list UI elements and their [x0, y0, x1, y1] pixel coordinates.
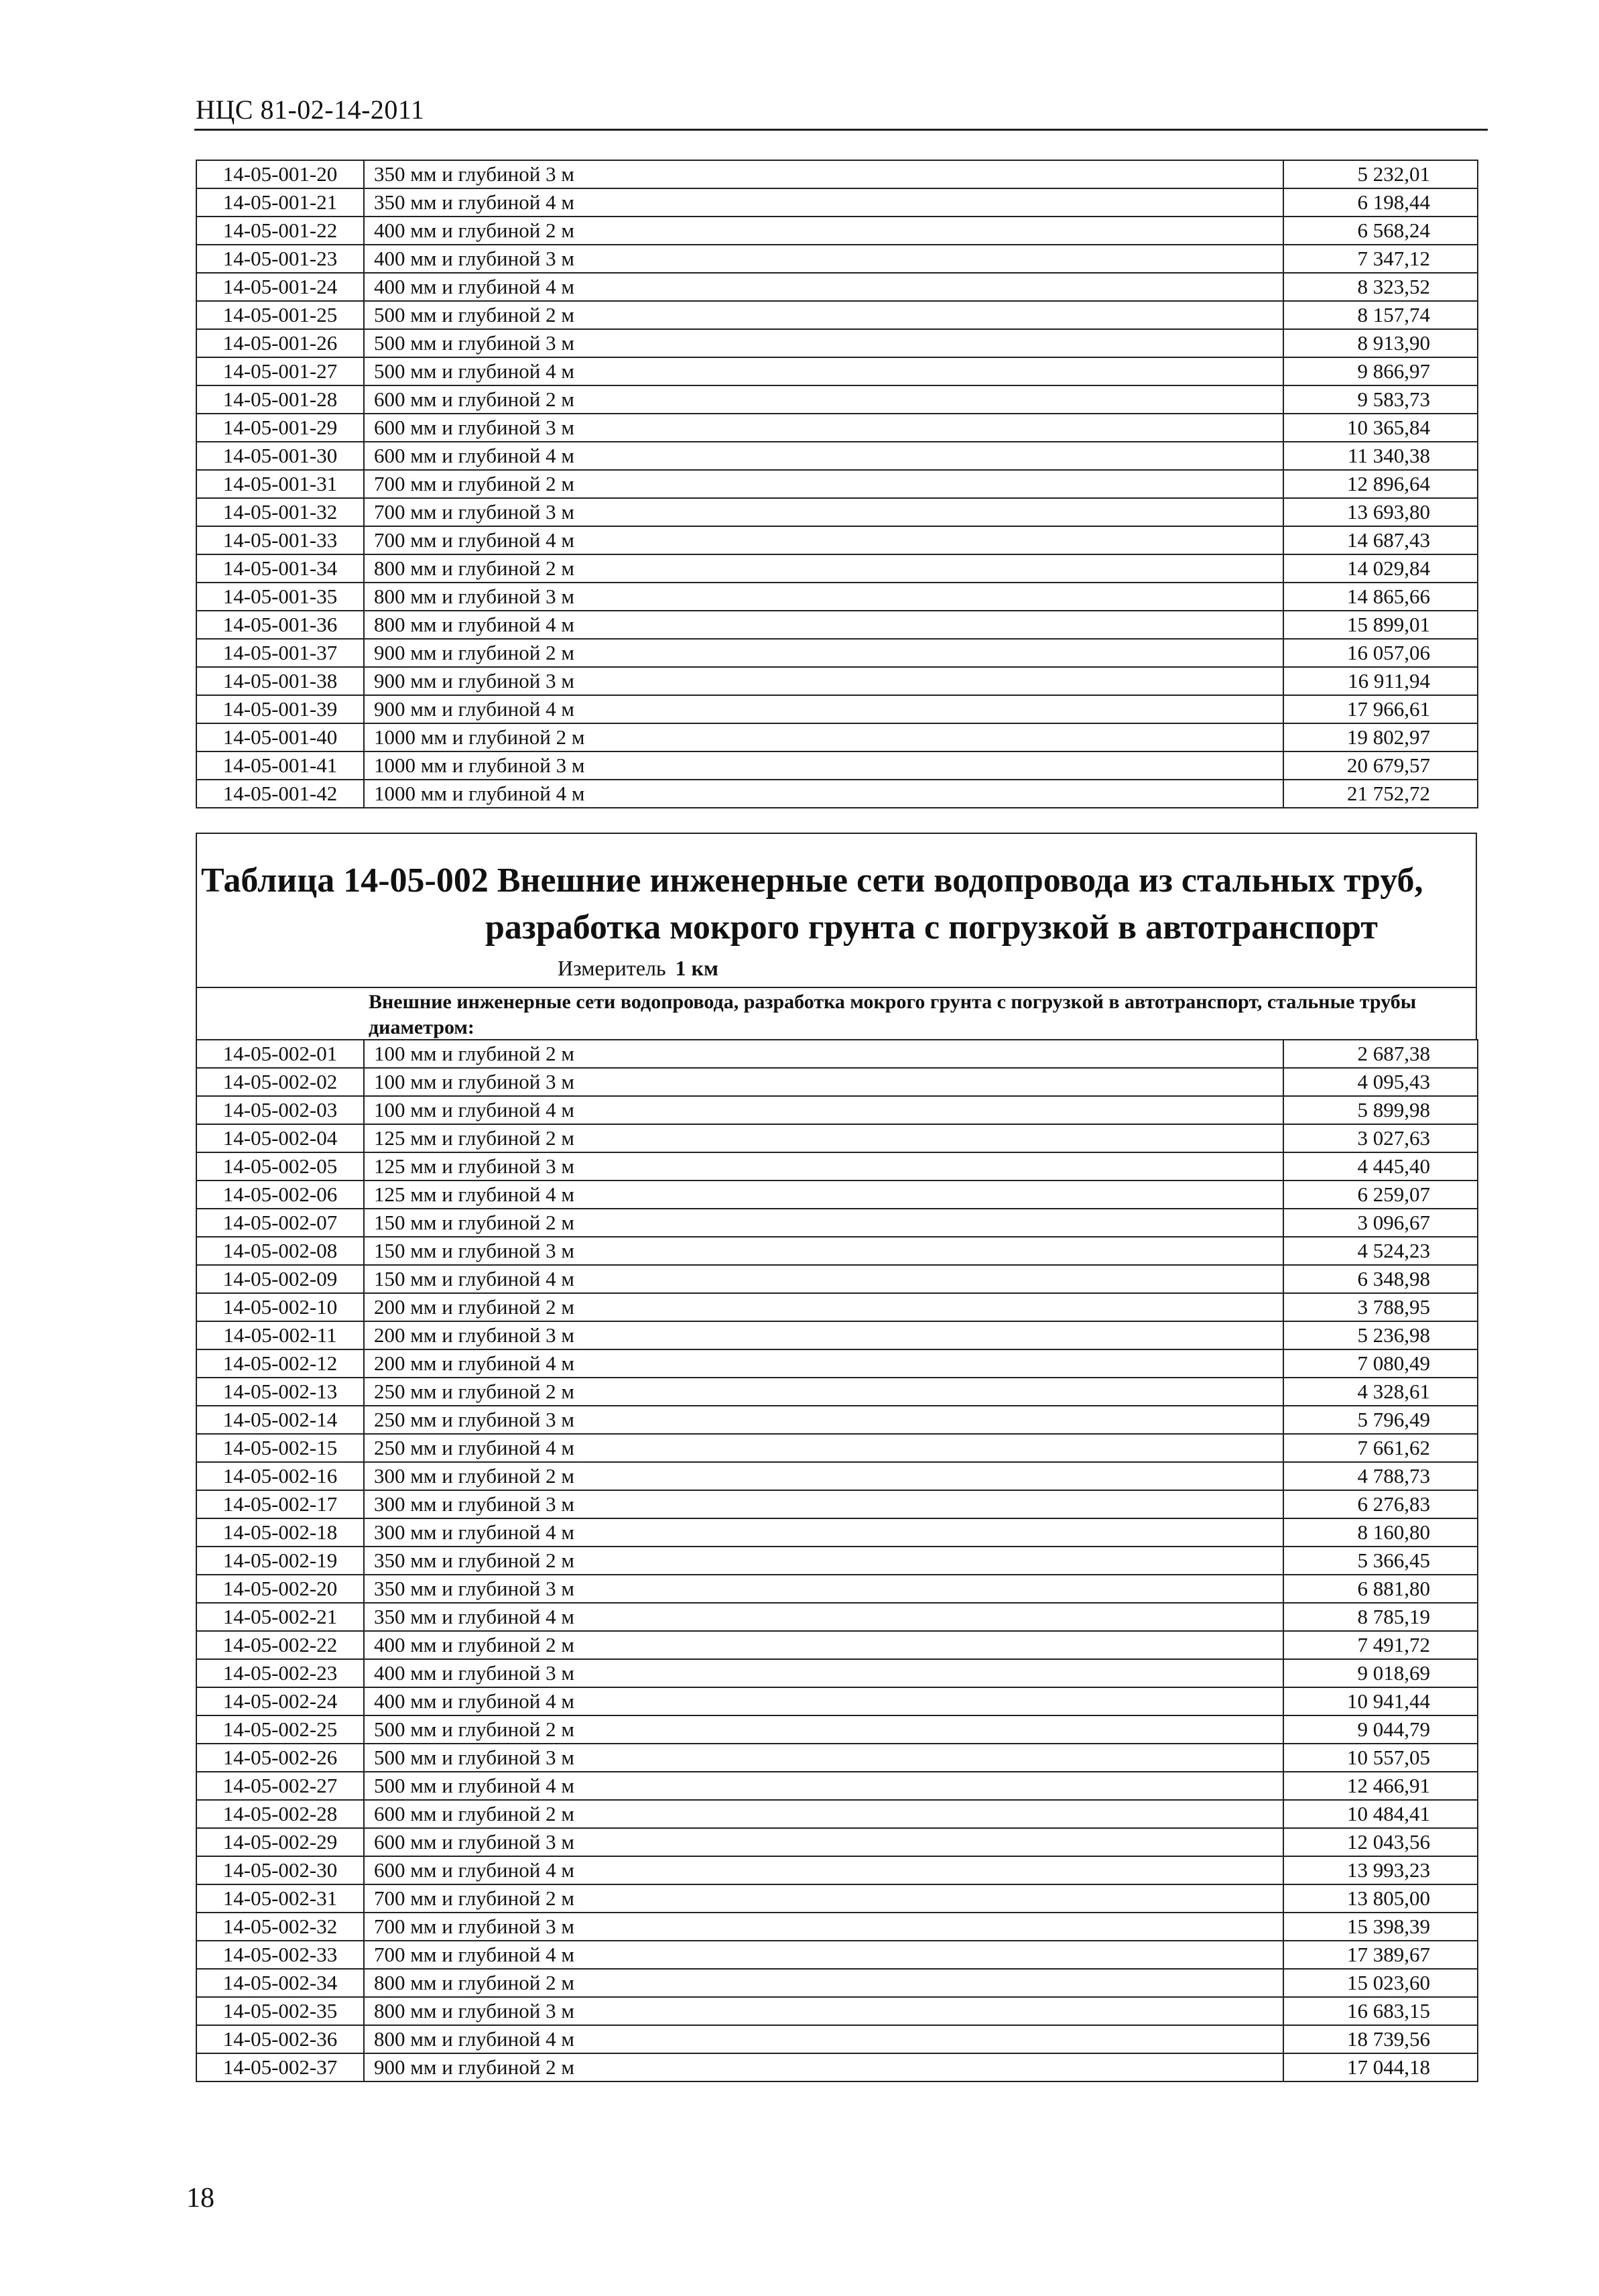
row-description: 125 мм и глубиной 2 м [364, 1124, 1283, 1152]
row-price: 5 899,98 [1283, 1096, 1478, 1124]
row-description: 700 мм и глубиной 2 м [364, 470, 1283, 498]
row-code: 14-05-002-05 [196, 1152, 364, 1181]
table-row [196, 751, 1478, 780]
row-description: 100 мм и глубиной 2 м [364, 1040, 1283, 1068]
row-code: 14-05-002-15 [196, 1434, 364, 1462]
row-description: 350 мм и глубиной 3 м [364, 1575, 1283, 1603]
table-row [196, 1941, 1478, 1969]
table-row [196, 2025, 1478, 2053]
price-table-14-05-001 [196, 160, 1478, 808]
row-price: 6 198,44 [1283, 188, 1478, 217]
row-code: 14-05-002-13 [196, 1378, 364, 1406]
table-row [196, 1631, 1478, 1659]
row-description: 700 мм и глубиной 4 м [364, 526, 1283, 554]
table-row [196, 1687, 1478, 1715]
row-description: 600 мм и глубиной 2 м [364, 1800, 1283, 1828]
table-row [196, 1490, 1478, 1518]
row-code: 14-05-002-02 [196, 1068, 364, 1096]
row-price: 13 805,00 [1283, 1884, 1478, 1913]
row-description: 350 мм и глубиной 2 м [364, 1547, 1283, 1575]
row-price: 19 802,97 [1283, 723, 1478, 751]
row-price: 6 568,24 [1283, 217, 1478, 245]
row-description: 1000 мм и глубиной 2 м [364, 723, 1283, 751]
row-description: 400 мм и глубиной 4 м [364, 1687, 1283, 1715]
group-description-row [196, 987, 1477, 1040]
row-description: 100 мм и глубиной 4 м [364, 1096, 1283, 1124]
row-code: 14-05-002-23 [196, 1659, 364, 1687]
row-code: 14-05-002-18 [196, 1518, 364, 1547]
row-description: 900 мм и глубиной 2 м [364, 2053, 1283, 2081]
row-description: 150 мм и глубиной 2 м [364, 1209, 1283, 1237]
row-description: 250 мм и глубиной 2 м [364, 1378, 1283, 1406]
table-row [196, 160, 1478, 188]
row-code: 14-05-002-19 [196, 1547, 364, 1575]
row-description: 600 мм и глубиной 4 м [364, 1856, 1283, 1884]
row-price: 9 583,73 [1283, 385, 1478, 414]
row-code: 14-05-001-29 [196, 414, 364, 442]
row-code: 14-05-002-17 [196, 1490, 364, 1518]
row-price: 18 739,56 [1283, 2025, 1478, 2053]
row-price: 8 157,74 [1283, 301, 1478, 329]
row-description: 600 мм и глубиной 4 м [364, 442, 1283, 470]
table-row [196, 611, 1478, 639]
row-code: 14-05-002-16 [196, 1462, 364, 1490]
table-row [196, 1209, 1478, 1237]
price-table-body [196, 160, 1478, 808]
row-description: 900 мм и глубиной 4 м [364, 695, 1283, 723]
row-code: 14-05-001-26 [196, 329, 364, 357]
table-row [196, 780, 1478, 808]
row-price: 6 259,07 [1283, 1181, 1478, 1209]
row-price: 14 029,84 [1283, 554, 1478, 583]
row-description: 350 мм и глубиной 4 м [364, 188, 1283, 217]
row-price: 15 023,60 [1283, 1969, 1478, 1997]
row-code: 14-05-002-22 [196, 1631, 364, 1659]
row-price: 10 941,44 [1283, 1687, 1478, 1715]
row-description: 600 мм и глубиной 3 м [364, 1828, 1283, 1856]
row-description: 125 мм и глубиной 4 м [364, 1181, 1283, 1209]
table-row [196, 1828, 1478, 1856]
row-description: 400 мм и глубиной 3 м [364, 245, 1283, 273]
table-row [196, 1434, 1478, 1462]
row-code: 14-05-001-20 [196, 160, 364, 188]
row-code: 14-05-002-26 [196, 1744, 364, 1772]
row-code: 14-05-001-37 [196, 639, 364, 667]
row-description: 600 мм и глубиной 2 м [364, 385, 1283, 414]
row-price: 21 752,72 [1283, 780, 1478, 808]
row-description: 500 мм и глубиной 2 м [364, 301, 1283, 329]
row-price: 8 913,90 [1283, 329, 1478, 357]
row-description: 1000 мм и глубиной 3 м [364, 751, 1283, 780]
row-code: 14-05-002-30 [196, 1856, 364, 1884]
row-price: 17 966,61 [1283, 695, 1478, 723]
table-row [196, 723, 1478, 751]
row-code: 14-05-001-34 [196, 554, 364, 583]
row-code: 14-05-002-11 [196, 1321, 364, 1349]
table2-title-line1: Таблица 14-05-002 Внешние инженерные сети водопровода из стальных труб, [201, 861, 1423, 900]
table-row [196, 2053, 1478, 2081]
table-row [196, 1715, 1478, 1744]
row-price: 14 687,43 [1283, 526, 1478, 554]
table-row [196, 188, 1478, 217]
price-table-body [196, 1040, 1478, 2081]
row-code: 14-05-002-31 [196, 1884, 364, 1913]
row-code: 14-05-002-12 [196, 1349, 364, 1378]
table-row [196, 1462, 1478, 1490]
row-price: 13 693,80 [1283, 498, 1478, 526]
table-row [196, 329, 1478, 357]
row-description: 250 мм и глубиной 4 м [364, 1434, 1283, 1462]
row-description: 500 мм и глубиной 3 м [364, 1744, 1283, 1772]
row-code: 14-05-001-22 [196, 217, 364, 245]
row-price: 16 911,94 [1283, 667, 1478, 695]
row-price: 8 323,52 [1283, 273, 1478, 301]
table-row [196, 1603, 1478, 1631]
row-price: 13 993,23 [1283, 1856, 1478, 1884]
row-description: 800 мм и глубиной 2 м [364, 554, 1283, 583]
page-number: 18 [186, 2183, 214, 2214]
row-description: 300 мм и глубиной 2 м [364, 1462, 1283, 1490]
row-price: 17 044,18 [1283, 2053, 1478, 2081]
row-price: 16 683,15 [1283, 1997, 1478, 2025]
table-row [196, 470, 1478, 498]
row-code: 14-05-001-30 [196, 442, 364, 470]
row-description: 150 мм и глубиной 3 м [364, 1237, 1283, 1265]
row-price: 3 788,95 [1283, 1293, 1478, 1321]
price-table-14-05-002 [196, 1039, 1478, 2082]
row-description: 200 мм и глубиной 3 м [364, 1321, 1283, 1349]
row-price: 10 484,41 [1283, 1800, 1478, 1828]
table-row [196, 273, 1478, 301]
row-description: 400 мм и глубиной 3 м [364, 1659, 1283, 1687]
row-code: 14-05-001-35 [196, 583, 364, 611]
row-code: 14-05-002-01 [196, 1040, 364, 1068]
row-description: 400 мм и глубиной 2 м [364, 217, 1283, 245]
row-description: 700 мм и глубиной 4 м [364, 1941, 1283, 1969]
row-price: 20 679,57 [1283, 751, 1478, 780]
row-code: 14-05-001-38 [196, 667, 364, 695]
measurement-unit [558, 956, 718, 981]
row-code: 14-05-002-07 [196, 1209, 364, 1237]
row-description: 200 мм и глубиной 4 м [364, 1349, 1283, 1378]
row-description: 400 мм и глубиной 4 м [364, 273, 1283, 301]
row-description: 400 мм и глубиной 2 м [364, 1631, 1283, 1659]
row-code: 14-05-002-33 [196, 1941, 364, 1969]
row-description: 500 мм и глубиной 4 м [364, 1772, 1283, 1800]
row-description: 500 мм и глубиной 2 м [364, 1715, 1283, 1744]
row-description: 700 мм и глубиной 3 м [364, 498, 1283, 526]
table-row [196, 583, 1478, 611]
row-description: 350 мм и глубиной 4 м [364, 1603, 1283, 1631]
row-code: 14-05-002-20 [196, 1575, 364, 1603]
table-row [196, 1152, 1478, 1181]
row-price: 10 365,84 [1283, 414, 1478, 442]
table2-title-line2: разработка мокрого грунта с погрузкой в автотранспорт [485, 908, 1378, 947]
row-code: 14-05-002-28 [196, 1800, 364, 1828]
row-code: 14-05-002-32 [196, 1913, 364, 1941]
row-description: 250 мм и глубиной 3 м [364, 1406, 1283, 1434]
row-price: 5 796,49 [1283, 1406, 1478, 1434]
table-row [196, 1575, 1478, 1603]
table-row [196, 301, 1478, 329]
table2-heading [196, 833, 1477, 987]
table-row [196, 526, 1478, 554]
row-code: 14-05-002-25 [196, 1715, 364, 1744]
row-price: 6 276,83 [1283, 1490, 1478, 1518]
row-price: 12 896,64 [1283, 470, 1478, 498]
row-code: 14-05-001-32 [196, 498, 364, 526]
table-row [196, 1659, 1478, 1687]
row-price: 5 236,98 [1283, 1321, 1478, 1349]
row-price: 2 687,38 [1283, 1040, 1478, 1068]
table-row [196, 1237, 1478, 1265]
table-row [196, 245, 1478, 273]
table-row [196, 1068, 1478, 1096]
table-row [196, 1856, 1478, 1884]
row-description: 100 мм и глубиной 3 м [364, 1068, 1283, 1096]
row-code: 14-05-001-21 [196, 188, 364, 217]
table-row [196, 695, 1478, 723]
table-row [196, 1406, 1478, 1434]
table-row [196, 1096, 1478, 1124]
row-description: 300 мм и глубиной 4 м [364, 1518, 1283, 1547]
table-row [196, 639, 1478, 667]
row-price: 7 080,49 [1283, 1349, 1478, 1378]
row-code: 14-05-001-33 [196, 526, 364, 554]
table-row [196, 667, 1478, 695]
row-price: 6 881,80 [1283, 1575, 1478, 1603]
table-row [196, 1547, 1478, 1575]
table-row [196, 1349, 1478, 1378]
table-row [196, 1969, 1478, 1997]
table-row [196, 1997, 1478, 2025]
table-row [196, 1265, 1478, 1293]
row-code: 14-05-002-09 [196, 1265, 364, 1293]
row-code: 14-05-001-25 [196, 301, 364, 329]
row-price: 4 788,73 [1283, 1462, 1478, 1490]
row-price: 4 445,40 [1283, 1152, 1478, 1181]
row-price: 14 865,66 [1283, 583, 1478, 611]
row-description: 350 мм и глубиной 3 м [364, 160, 1283, 188]
row-price: 9 866,97 [1283, 357, 1478, 385]
row-description: 800 мм и глубиной 4 м [364, 611, 1283, 639]
row-code: 14-05-001-27 [196, 357, 364, 385]
row-description: 900 мм и глубиной 2 м [364, 639, 1283, 667]
row-price: 17 389,67 [1283, 1941, 1478, 1969]
row-description: 125 мм и глубиной 3 м [364, 1152, 1283, 1181]
row-code: 14-05-001-36 [196, 611, 364, 639]
row-price: 4 524,23 [1283, 1237, 1478, 1265]
row-price: 10 557,05 [1283, 1744, 1478, 1772]
meter-value: 1 км [675, 956, 718, 980]
row-code: 14-05-002-14 [196, 1406, 364, 1434]
row-description: 600 мм и глубиной 3 м [364, 414, 1283, 442]
table-row [196, 1293, 1478, 1321]
row-description: 800 мм и глубиной 4 м [364, 2025, 1283, 2053]
table-row [196, 1378, 1478, 1406]
row-description: 900 мм и глубиной 3 м [364, 667, 1283, 695]
row-code: 14-05-002-34 [196, 1969, 364, 1997]
row-description: 300 мм и глубиной 3 м [364, 1490, 1283, 1518]
table-row [196, 217, 1478, 245]
table-row [196, 1800, 1478, 1828]
table-row [196, 1744, 1478, 1772]
table-row [196, 1040, 1478, 1068]
row-price: 8 785,19 [1283, 1603, 1478, 1631]
row-description: 150 мм и глубиной 4 м [364, 1265, 1283, 1293]
row-price: 7 491,72 [1283, 1631, 1478, 1659]
row-price: 7 347,12 [1283, 245, 1478, 273]
row-code: 14-05-001-42 [196, 780, 364, 808]
row-price: 3 027,63 [1283, 1124, 1478, 1152]
row-price: 15 899,01 [1283, 611, 1478, 639]
row-code: 14-05-002-24 [196, 1687, 364, 1715]
table-row [196, 1518, 1478, 1547]
row-code: 14-05-001-24 [196, 273, 364, 301]
table-row [196, 498, 1478, 526]
row-code: 14-05-002-08 [196, 1237, 364, 1265]
table-row [196, 1884, 1478, 1913]
row-price: 3 096,67 [1283, 1209, 1478, 1237]
row-description: 500 мм и глубиной 4 м [364, 357, 1283, 385]
row-code: 14-05-002-04 [196, 1124, 364, 1152]
table-row [196, 357, 1478, 385]
row-code: 14-05-001-39 [196, 695, 364, 723]
row-description: 700 мм и глубиной 2 м [364, 1884, 1283, 1913]
row-price: 16 057,06 [1283, 639, 1478, 667]
row-price: 6 348,98 [1283, 1265, 1478, 1293]
row-price: 5 366,45 [1283, 1547, 1478, 1575]
header-rule [194, 129, 1488, 131]
row-price: 7 661,62 [1283, 1434, 1478, 1462]
row-code: 14-05-002-06 [196, 1181, 364, 1209]
document-header: НЦС 81-02-14-2011 [196, 95, 425, 125]
row-price: 4 095,43 [1283, 1068, 1478, 1096]
table-row [196, 1772, 1478, 1800]
table-row [196, 1913, 1478, 1941]
row-price: 11 340,38 [1283, 442, 1478, 470]
meter-label: Измеритель [558, 956, 666, 980]
row-code: 14-05-001-23 [196, 245, 364, 273]
table-row [196, 414, 1478, 442]
row-price: 4 328,61 [1283, 1378, 1478, 1406]
row-code: 14-05-002-37 [196, 2053, 364, 2081]
row-price: 8 160,80 [1283, 1518, 1478, 1547]
group-description: Внешние инженерные сети водопровода, разработка мокрого грунта с погрузкой в автотранспорт, стальные трубы диаметром: [369, 991, 1417, 1038]
row-code: 14-05-002-29 [196, 1828, 364, 1856]
row-code: 14-05-001-40 [196, 723, 364, 751]
row-price: 9 044,79 [1283, 1715, 1478, 1744]
row-code: 14-05-002-36 [196, 2025, 364, 2053]
row-code: 14-05-002-27 [196, 1772, 364, 1800]
row-code: 14-05-002-35 [196, 1997, 364, 2025]
row-price: 5 232,01 [1283, 160, 1478, 188]
table-row [196, 554, 1478, 583]
row-price: 12 466,91 [1283, 1772, 1478, 1800]
row-code: 14-05-002-21 [196, 1603, 364, 1631]
row-code: 14-05-002-03 [196, 1096, 364, 1124]
table-row [196, 442, 1478, 470]
row-code: 14-05-001-41 [196, 751, 364, 780]
table-row [196, 1321, 1478, 1349]
row-description: 800 мм и глубиной 3 м [364, 583, 1283, 611]
table-row [196, 1181, 1478, 1209]
row-price: 9 018,69 [1283, 1659, 1478, 1687]
row-code: 14-05-001-31 [196, 470, 364, 498]
row-code: 14-05-002-10 [196, 1293, 364, 1321]
row-description: 500 мм и глубиной 3 м [364, 329, 1283, 357]
row-description: 200 мм и глубиной 2 м [364, 1293, 1283, 1321]
row-description: 700 мм и глубиной 3 м [364, 1913, 1283, 1941]
row-description: 800 мм и глубиной 3 м [364, 1997, 1283, 2025]
row-price: 15 398,39 [1283, 1913, 1478, 1941]
table-row [196, 385, 1478, 414]
row-description: 800 мм и глубиной 2 м [364, 1969, 1283, 1997]
row-description: 1000 мм и глубиной 4 м [364, 780, 1283, 808]
row-price: 12 043,56 [1283, 1828, 1478, 1856]
row-code: 14-05-001-28 [196, 385, 364, 414]
table-row [196, 1124, 1478, 1152]
